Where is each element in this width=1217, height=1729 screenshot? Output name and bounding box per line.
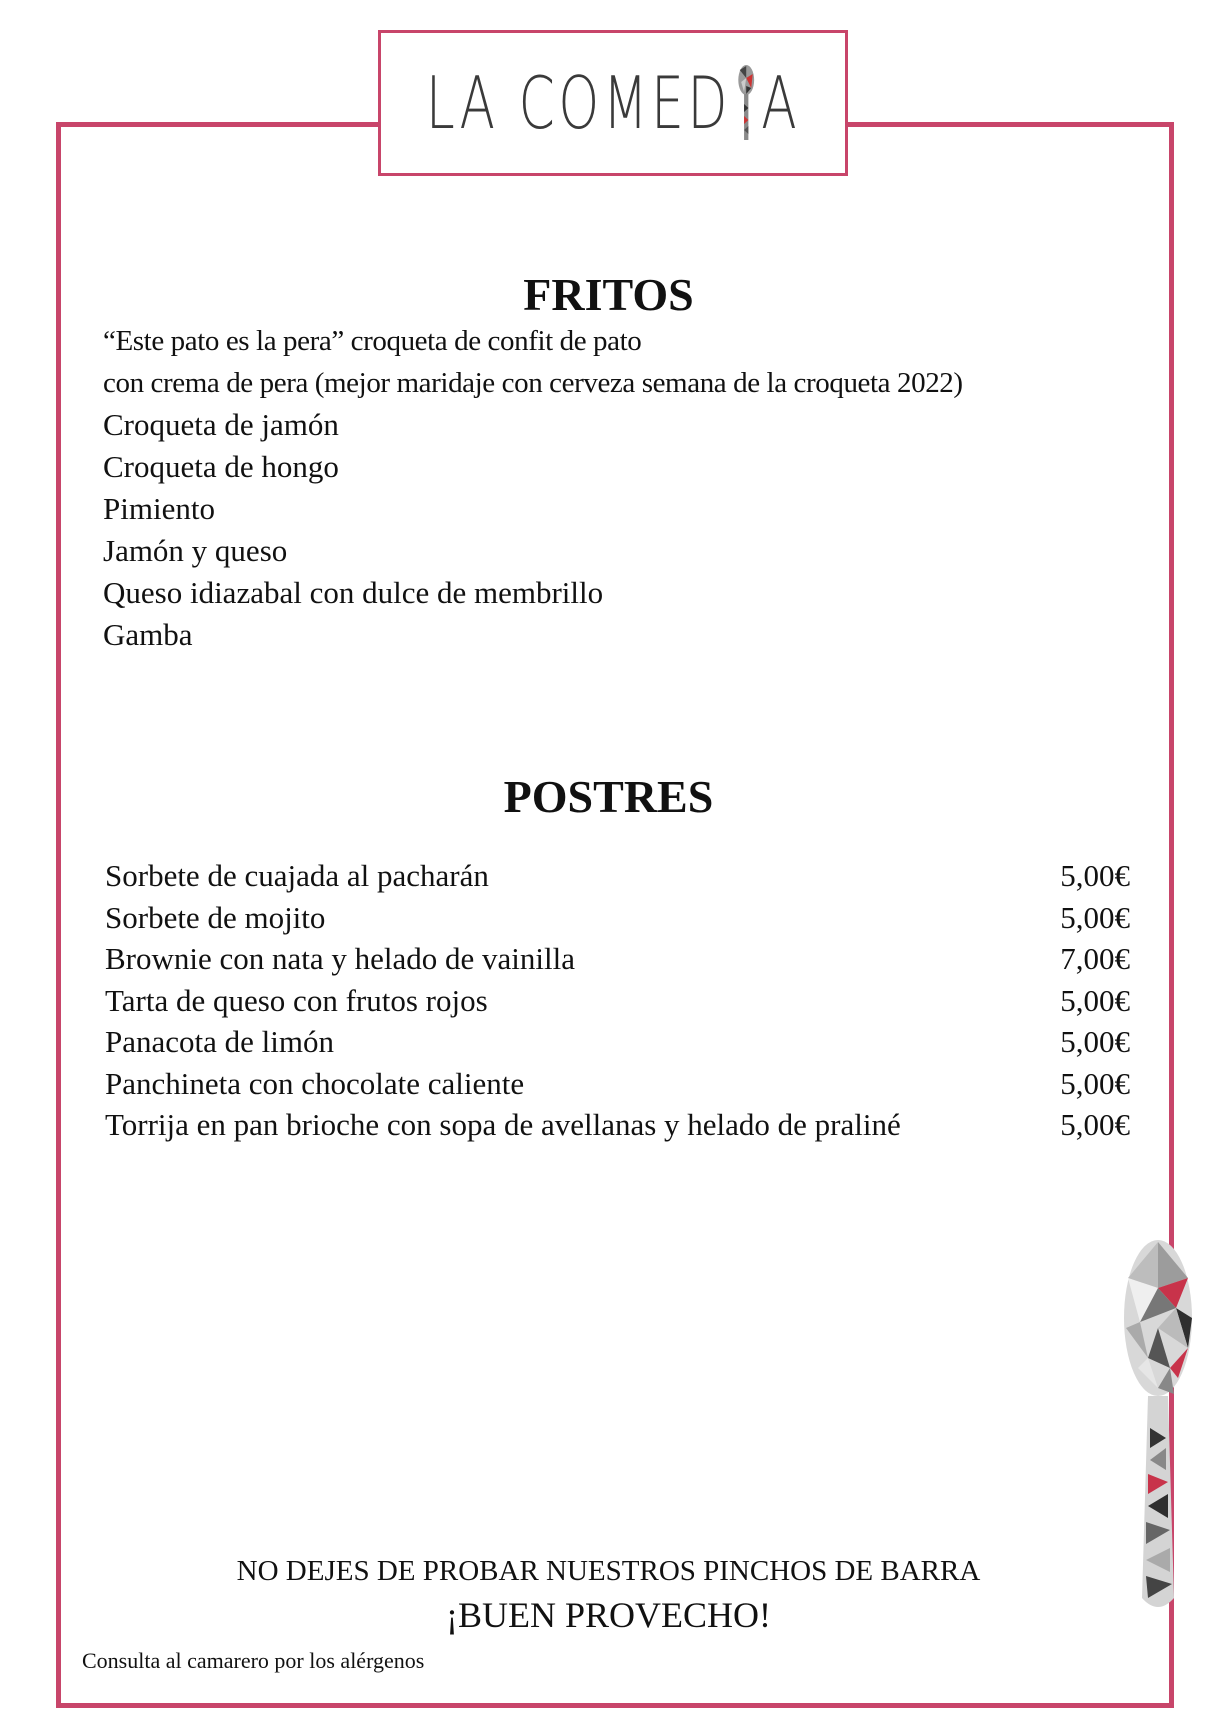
list-item: Croqueta de hongo bbox=[103, 449, 339, 484]
item-price: 5,00€ bbox=[1060, 1107, 1130, 1142]
list-item bbox=[105, 1063, 1130, 1105]
logo bbox=[378, 30, 848, 176]
item-price: 5,00€ bbox=[1060, 899, 1130, 935]
greeting: ¡BUEN PROVECHO! bbox=[445, 1595, 771, 1635]
list-item bbox=[105, 897, 1130, 939]
fritos-list bbox=[103, 320, 1143, 656]
fritos-title: FRITOS bbox=[523, 269, 694, 320]
item-price: 5,00€ bbox=[1060, 982, 1130, 1018]
list-item bbox=[105, 980, 1130, 1022]
pinchos-promo: NO DEJES DE PROBAR NUESTROS PINCHOS DE BARRA bbox=[236, 1555, 981, 1587]
list-item: “Este pato es la pera” croqueta de confit de pato bbox=[103, 325, 642, 357]
allergens-note: Consulta al camarero por los alérgenos bbox=[82, 1648, 425, 1673]
list-item: Jamón y queso bbox=[103, 533, 288, 568]
item-price: 5,00€ bbox=[1060, 1065, 1130, 1101]
item-name: Torrija en pan brioche con sopa de avellanas y helado de praliné bbox=[105, 1107, 901, 1142]
list-item bbox=[105, 938, 1130, 980]
item-name: Panchineta con chocolate caliente bbox=[105, 1065, 525, 1101]
brand-name bbox=[426, 61, 801, 145]
list-item: Pimiento bbox=[103, 491, 215, 526]
spoon-icon bbox=[734, 64, 758, 142]
list-item: Queso idiazabal con dulce de membrillo bbox=[103, 575, 604, 610]
list-item: con crema de pera (mejor maridaje con cerveza semana de la croqueta 2022) bbox=[103, 367, 963, 399]
postres-list bbox=[105, 855, 1130, 1146]
list-item: Gamba bbox=[103, 617, 193, 652]
item-name: Sorbete de mojito bbox=[105, 899, 326, 935]
item-name: Panacota de limón bbox=[105, 1024, 334, 1059]
list-item bbox=[105, 1104, 1130, 1146]
item-price: 7,00€ bbox=[1060, 941, 1130, 976]
item-price: 5,00€ bbox=[1060, 858, 1130, 893]
postres-title: POSTRES bbox=[503, 771, 714, 822]
item-price: 5,00€ bbox=[1060, 1024, 1130, 1059]
item-name: Brownie con nata y helado de vainilla bbox=[105, 941, 576, 976]
item-name: Tarta de queso con frutos rojos bbox=[105, 982, 488, 1018]
brand-name-part2: A bbox=[761, 61, 801, 145]
brand-name-part1: LA COMED bbox=[425, 61, 731, 145]
list-item bbox=[105, 1021, 1130, 1063]
item-name: Sorbete de cuajada al pacharán bbox=[105, 858, 489, 893]
list-item bbox=[105, 855, 1130, 897]
list-item: Croqueta de jamón bbox=[103, 407, 339, 442]
